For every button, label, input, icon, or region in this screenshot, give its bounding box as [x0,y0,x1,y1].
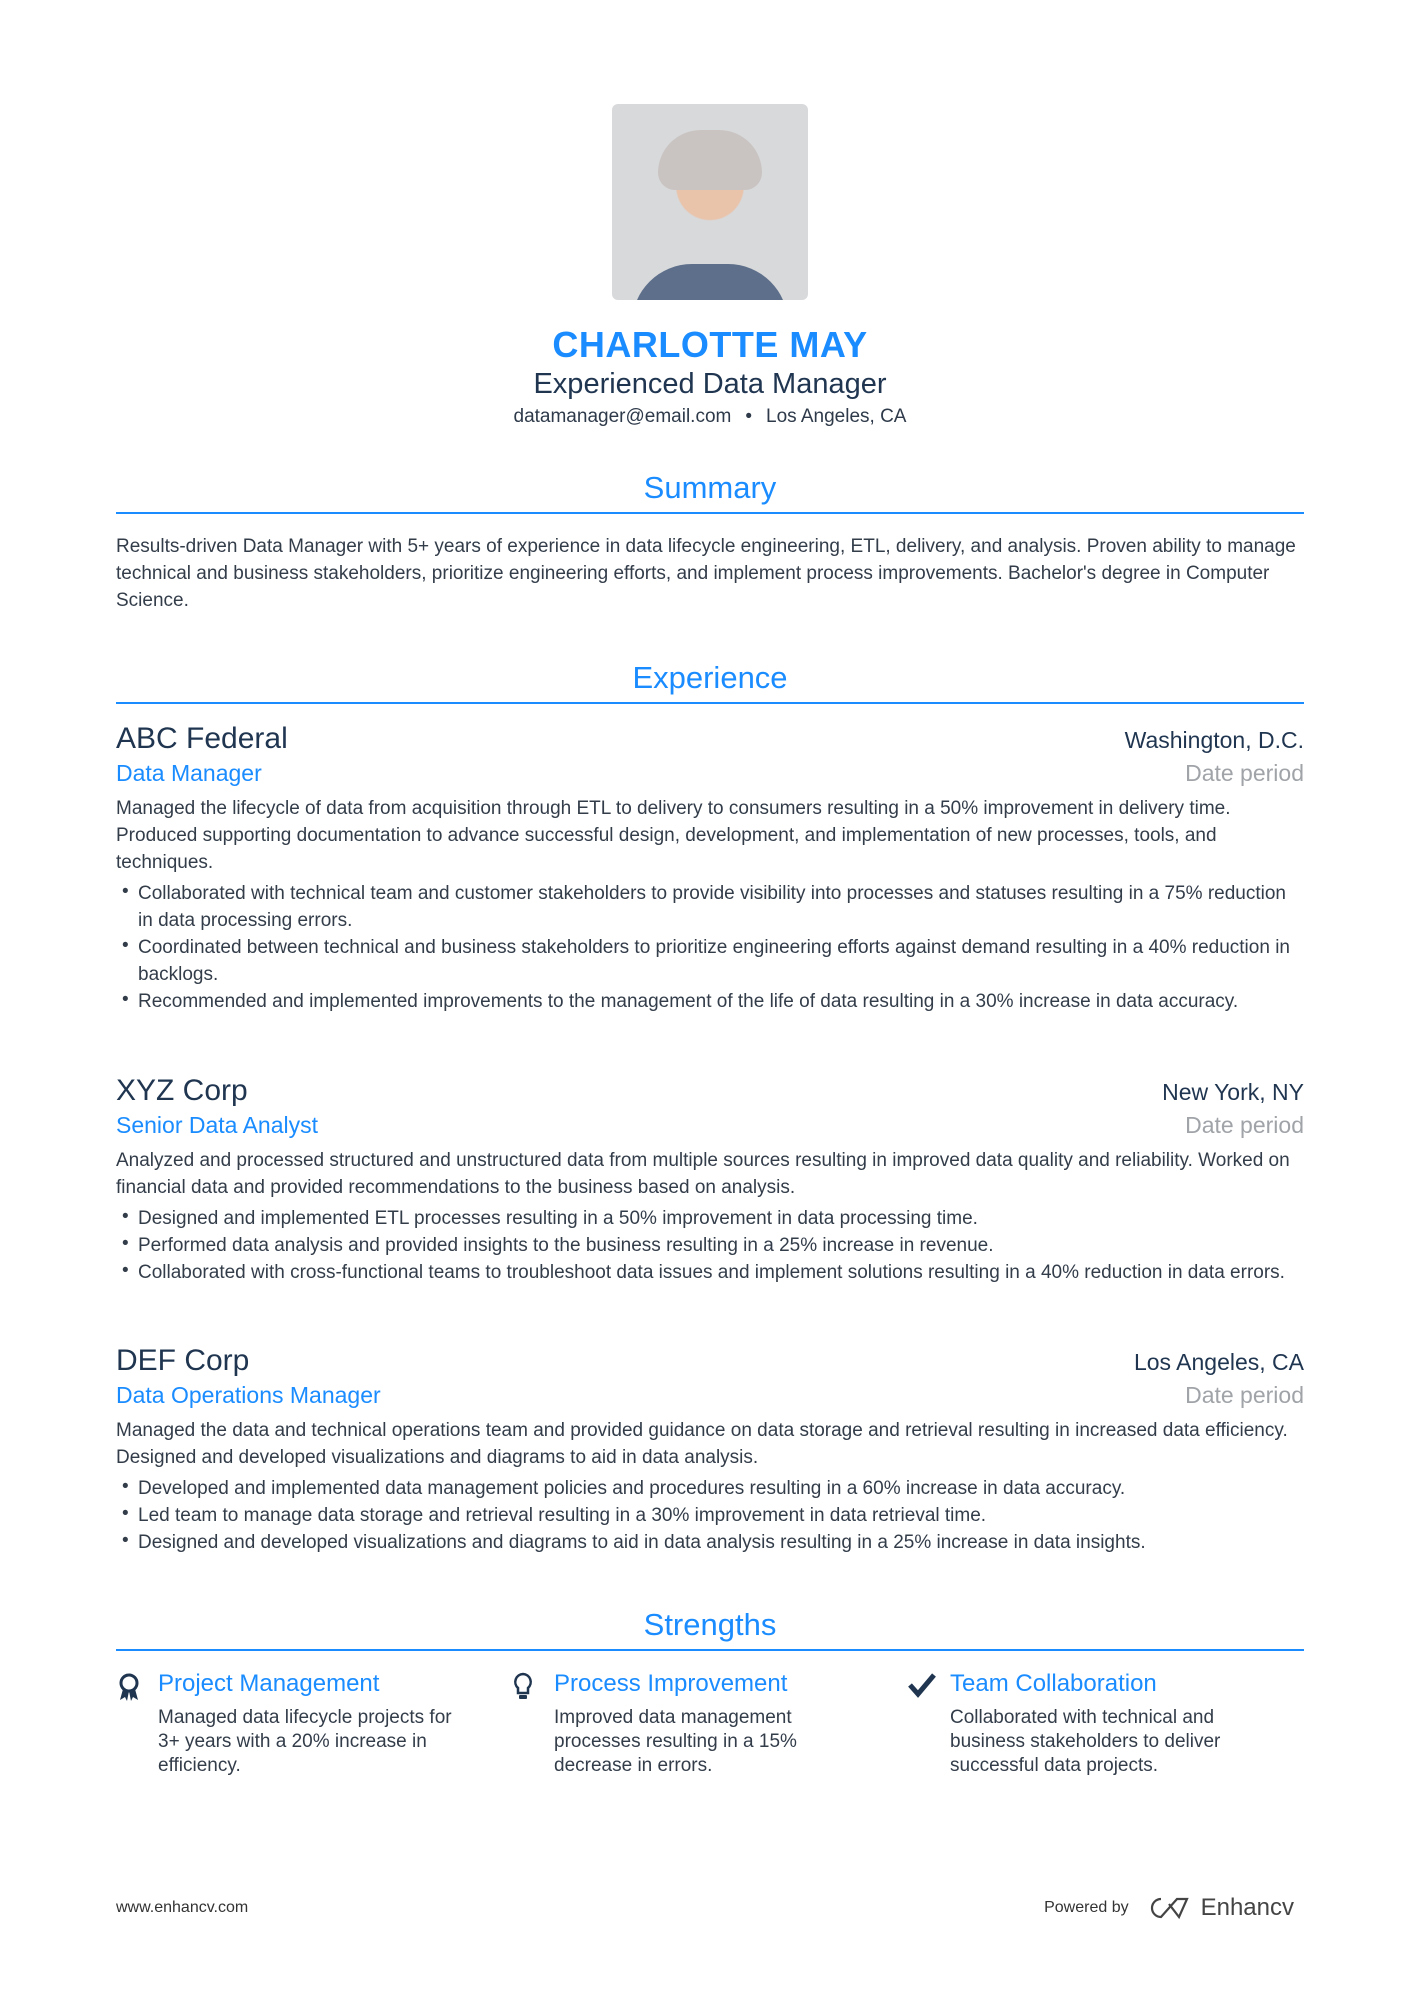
enhancv-logo-icon [1147,1896,1193,1920]
strength-title: Process Improvement [554,1670,788,1697]
experience-heading: Experience [116,660,1304,704]
job-location: New York, NY [1162,1079,1304,1105]
job-location: Washington, D.C. [1124,727,1304,753]
job-bullet: • Developed and implemented data management policies and procedures resulting in a 60% increase in data accuracy. [116,1475,1304,1502]
strength-title: Project Management [158,1670,380,1697]
brand-name: Enhancv [1200,1894,1294,1921]
check-icon [908,1670,950,1778]
job-title: Senior Data Analyst [116,1112,319,1138]
award-icon [116,1670,158,1778]
enhancv-logo[interactable] [1147,1894,1294,1922]
date-period: Date period [1185,760,1304,786]
powered-by-label: Powered by [1044,1899,1129,1916]
strength-text: Improved data management processes resulting in a 15% decrease in errors. [554,1707,797,1776]
job-entry [116,1074,1304,1286]
job-description: Managed the data and technical operations team and provided guidance on data storage and retrieval resulting in increased data efficiency. Designed and developed visualizations and diagrams to aid in data analysis. [116,1420,1288,1468]
strength-text: Managed data lifecycle projects for 3+ years with a 20% increase in efficiency. [158,1707,452,1776]
job-title: Data Manager [116,760,262,786]
strengths-heading: Strengths [116,1607,1304,1651]
job-entry [116,722,1304,1015]
job-title: Data Operations Manager [116,1382,381,1408]
job-entry [116,1344,1304,1556]
strength-title: Team Collaboration [950,1670,1157,1697]
job-bullet: • Led team to manage data storage and retrieval resulting in a 30% improvement in data retrieval time. [116,1502,1304,1529]
job-bullet: • Recommended and implemented improvements to the management of the life of data resulting in a 30% increase in data accuracy. [116,988,1304,1015]
job-bullet: • Coordinated between technical and business stakeholders to prioritize engineering efforts against demand resulting in a 40% reduction in backlogs. [116,934,1304,988]
strength-text: Collaborated with technical and business stakeholders to deliver successful data projects. [950,1707,1221,1776]
date-period: Date period [1185,1112,1304,1138]
strengths-list [116,1670,1304,1778]
job-bullet: • Collaborated with cross-functional teams to troubleshoot data issues and implement solutions resulting in a 40% reduction in data errors. [116,1259,1304,1286]
email[interactable]: datamanager@email.com [513,406,732,427]
job-bullet: • Collaborated with technical team and customer stakeholders to provide visibility into processes and statuses resulting in a 75% reduction in data processing errors. [116,880,1304,934]
website-link[interactable]: www.enhancv.com [116,1899,249,1916]
summary-text: Results-driven Data Manager with 5+ years of experience in data lifecycle engineering, ETL, delivery, and analysis. Proven ability to manage technical and business stakeholders, prioritize engineering efforts, and implement process improvements. Bachelor's degree in Computer Science. [116,536,1296,611]
footer [116,1894,1294,1922]
location: Los Angeles, CA [766,406,907,427]
candidate-title: Experienced Data Manager [533,368,887,400]
job-bullet: • Designed and implemented ETL processes resulting in a 50% improvement in data processing time. [116,1205,1304,1232]
summary-heading: Summary [116,470,1304,514]
company: DEF Corp [116,1344,250,1377]
strength-item [116,1670,512,1778]
strength-item [908,1670,1304,1778]
job-description: Managed the lifecycle of data from acquisition through ETL to delivery to consumers resulting in a 50% improvement in delivery time. Produced supporting documentation to advance successful design, development, and implementation of new processes, tools, and techniques. [116,798,1231,873]
date-period: Date period [1185,1382,1304,1408]
job-bullet: • Designed and developed visualizations and diagrams to aid in data analysis resulting in a 25% increase in data insights. [116,1529,1304,1556]
strength-item [512,1670,908,1778]
company: ABC Federal [116,722,288,755]
company: XYZ Corp [116,1074,248,1107]
separator: • [745,406,752,427]
job-description: Analyzed and processed structured and unstructured data from multiple sources resulting in improved data quality and reliability. Worked on financial data and provided recommendations to the business based on analysis. [116,1150,1290,1198]
lightbulb-icon [512,1670,554,1778]
contact-info [116,406,1304,428]
job-bullet: • Performed data analysis and provided insights to the business resulting in a 25% increase in revenue. [116,1232,1304,1259]
job-location: Los Angeles, CA [1133,1349,1304,1375]
profile-photo [612,104,808,300]
candidate-name: CHARLOTTE MAY [552,324,868,365]
